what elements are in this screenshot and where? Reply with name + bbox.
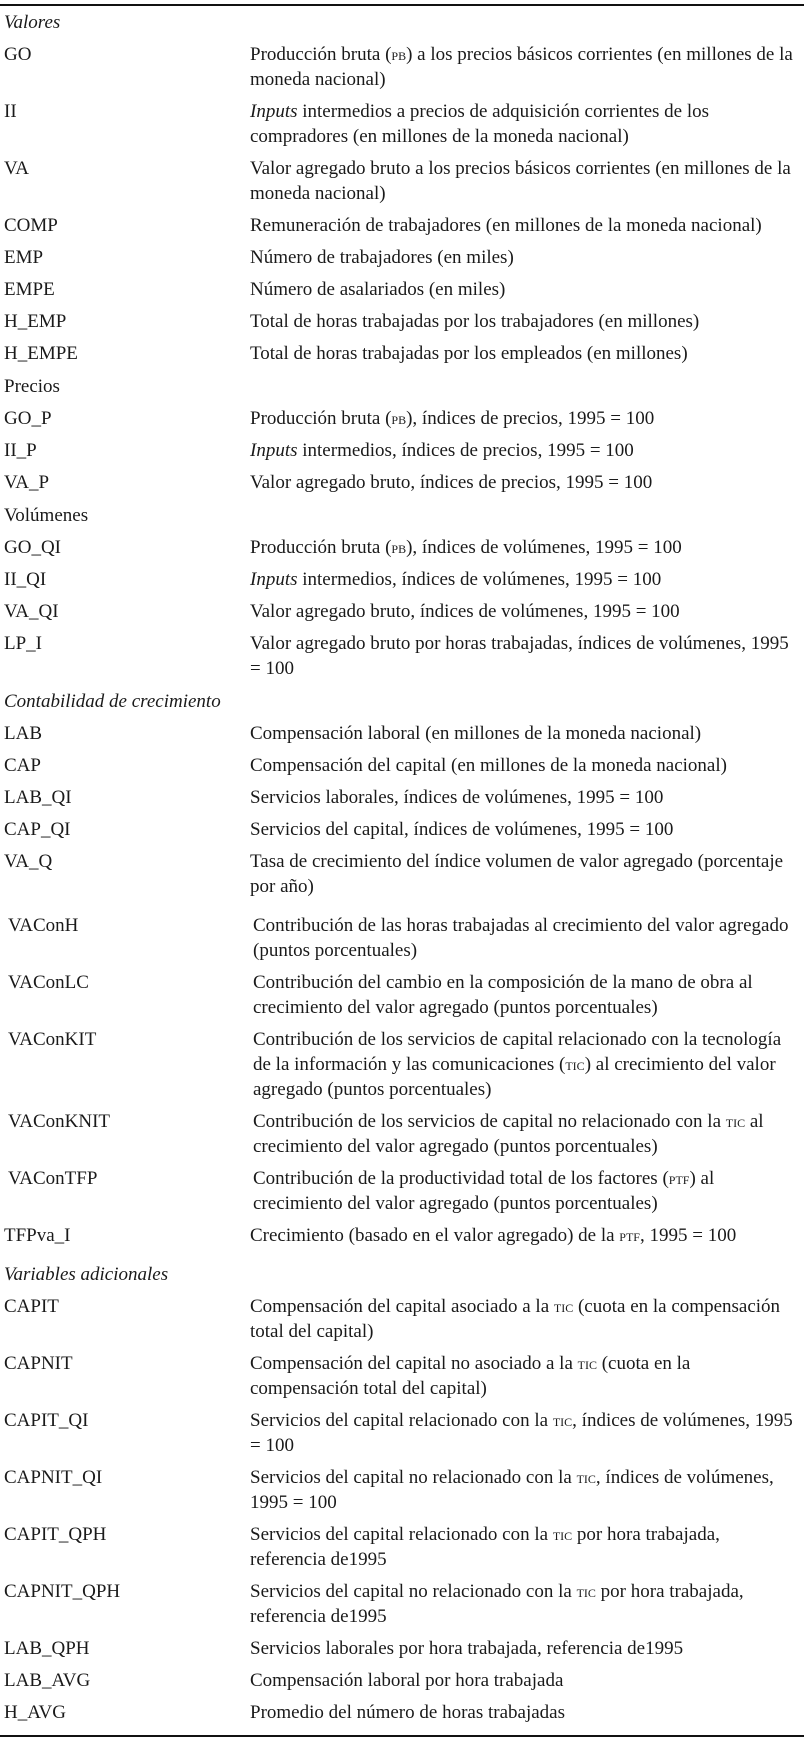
table-row [0, 1106, 804, 1163]
table-row [0, 903, 804, 967]
variable-code: H_AVG [4, 1702, 66, 1723]
table-row [0, 242, 804, 274]
variable-description: Compensación del capital asociado a la tic (cuota en la compensación total del capital) [250, 1296, 781, 1342]
section-label: Precios [4, 376, 60, 397]
variable-description: Inputs intermedios, índices de precios, 1995 = 100 [250, 440, 634, 461]
variable-code: II_P [4, 440, 37, 461]
table-row [0, 1405, 804, 1462]
variable-description: Servicios del capital no relacionado con la tic, índices de volúmenes, 1995 = 100 [250, 1467, 774, 1513]
variable-code: CAPNIT [4, 1353, 73, 1374]
variable-code: VA_Q [4, 851, 53, 872]
section-header-valores [0, 6, 804, 39]
variable-description: Servicios del capital no relacionado con la tic por hora trabajada, referencia de1995 [250, 1581, 744, 1627]
variable-description: Compensación del capital no asociado a la tic (cuota en la compensación total del capital) [250, 1353, 691, 1399]
variable-code: LP_I [4, 633, 42, 654]
variable-code: LAB_QPH [4, 1638, 90, 1659]
variable-code: LAB [4, 723, 42, 744]
variable-description: Contribución de los servicios de capital no relacionado con la tic al crecimiento del valor agregado (puntos porcentuales) [253, 1111, 764, 1157]
variable-code: CAPIT_QPH [4, 1524, 107, 1545]
variable-code: CAP_QI [4, 819, 71, 840]
variable-code: LAB_AVG [4, 1670, 91, 1691]
table-row [0, 1519, 804, 1576]
variable-description: Total de horas trabajadas por los empleados (en millones) [250, 343, 688, 364]
table-row [0, 1291, 804, 1348]
variable-description: Crecimiento (basado en el valor agregado) de la ptf, 1995 = 100 [250, 1225, 737, 1246]
variable-description: Contribución del cambio en la composición de la mano de obra al crecimiento del valor agregado (puntos porcentuales) [253, 972, 753, 1018]
table-row [0, 782, 804, 814]
variable-description: Valor agregado bruto a los precios básicos corrientes (en millones de la moneda nacional) [250, 158, 791, 204]
variable-code: CAPNIT_QI [4, 1467, 103, 1488]
section-header-contabilidad-de-crecimiento [0, 685, 804, 718]
table-row [0, 1576, 804, 1633]
table-row [0, 596, 804, 628]
table-row [0, 403, 804, 435]
table-row [0, 718, 804, 750]
variable-code: GO_P [4, 408, 52, 429]
variable-description: Producción bruta (pb) a los precios básicos corrientes (en millones de la moneda nacional) [250, 44, 793, 90]
table-row [0, 750, 804, 782]
variable-description: Servicios del capital, índices de volúmenes, 1995 = 100 [250, 819, 674, 840]
variable-description: Contribución de los servicios de capital relacionado con la tecnología de la información y las comunicaciones (tic) al crecimiento del valor agregado (puntos porcentuales) [253, 1029, 782, 1100]
variable-description: Servicios del capital relacionado con la tic, índices de volúmenes, 1995 = 100 [250, 1410, 793, 1456]
table-row [0, 467, 804, 499]
variable-description: Compensación laboral por hora trabajada [250, 1670, 564, 1691]
table-row [0, 814, 804, 846]
section-header-precios [0, 370, 804, 403]
variable-description: Contribución de las horas trabajadas al crecimiento del valor agregado (puntos porcentuales) [253, 915, 789, 961]
table-row [0, 1462, 804, 1519]
variable-description: Inputs intermedios, índices de volúmenes, 1995 = 100 [250, 569, 662, 590]
table-row [0, 96, 804, 153]
variable-description: Producción bruta (pb), índices de volúmenes, 1995 = 100 [250, 537, 682, 558]
variable-description: Valor agregado bruto, índices de volúmenes, 1995 = 100 [250, 601, 680, 622]
table-row [0, 1220, 804, 1252]
variable-description: Contribución de la productividad total de los factores (ptf) al crecimiento del valor agregado (puntos porcentuales) [253, 1168, 715, 1214]
variable-description: Inputs intermedios a precios de adquisición corrientes de los compradores (en millones de la moneda nacional) [250, 101, 710, 147]
variable-code: GO [4, 44, 32, 65]
variable-code: VAConH [8, 915, 79, 936]
variable-description: Tasa de crecimiento del índice volumen de valor agregado (porcentaje por año) [250, 851, 784, 897]
variable-code: H_EMP [4, 311, 67, 332]
table-row [0, 274, 804, 306]
table-row [0, 967, 804, 1024]
variable-code: CAPIT [4, 1296, 59, 1317]
variable-code: II [4, 101, 17, 122]
variable-code: II_QI [4, 569, 47, 590]
variable-code: VAConKNIT [8, 1111, 111, 1132]
variable-code: VAConKIT [8, 1029, 97, 1050]
table-row [0, 435, 804, 467]
section-header-variables-adicionales [0, 1252, 804, 1291]
bottom-rule [0, 1735, 804, 1737]
variable-description: Servicios laborales por hora trabajada, referencia de1995 [250, 1638, 684, 1659]
table-row [0, 846, 804, 903]
section-header-volumenes [0, 499, 804, 532]
variable-description: Remuneración de trabajadores (en millones de la moneda nacional) [250, 215, 762, 236]
section-label: Variables adicionales [4, 1264, 169, 1285]
section-label: Volúmenes [4, 505, 89, 526]
variable-description: Compensación del capital (en millones de la moneda nacional) [250, 755, 727, 776]
table-row [0, 1348, 804, 1405]
variable-description: Número de asalariados (en miles) [250, 279, 506, 300]
table-row [0, 338, 804, 370]
variable-description: Promedio del número de horas trabajadas [250, 1702, 565, 1723]
table-row [0, 1633, 804, 1665]
table-row [0, 1697, 804, 1729]
table-row [0, 153, 804, 210]
variable-description: Número de trabajadores (en miles) [250, 247, 514, 268]
variable-code: VA_QI [4, 601, 59, 622]
table-row [0, 628, 804, 685]
table-row [0, 564, 804, 596]
table-row [0, 210, 804, 242]
variable-description: Producción bruta (pb), índices de precios, 1995 = 100 [250, 408, 655, 429]
variable-code: VAConLC [8, 972, 89, 993]
variable-code: VAConTFP [8, 1168, 98, 1189]
variable-description: Total de horas trabajadas por los trabajadores (en millones) [250, 311, 700, 332]
variable-description: Servicios del capital relacionado con la tic por hora trabajada, referencia de1995 [250, 1524, 720, 1570]
variable-description: Servicios laborales, índices de volúmenes, 1995 = 100 [250, 787, 664, 808]
variable-code: VA [4, 158, 29, 179]
table-row [0, 532, 804, 564]
variable-code: H_EMPE [4, 343, 78, 364]
variable-code: CAPNIT_QPH [4, 1581, 121, 1602]
variable-code: VA_P [4, 472, 50, 493]
table-row [0, 1024, 804, 1106]
variable-code: LAB_QI [4, 787, 72, 808]
section-label: Valores [4, 12, 61, 33]
variable-code: TFPva_I [4, 1225, 71, 1246]
variable-description: Compensación laboral (en millones de la moneda nacional) [250, 723, 702, 744]
variable-description: Valor agregado bruto, índices de precios, 1995 = 100 [250, 472, 653, 493]
variable-description: Valor agregado bruto por horas trabajadas, índices de volúmenes, 1995 = 100 [250, 633, 789, 679]
table-row [0, 1665, 804, 1697]
variable-code: COMP [4, 215, 58, 236]
variable-code: CAPIT_QI [4, 1410, 89, 1431]
section-label: Contabilidad de crecimiento [4, 691, 221, 712]
variable-code: EMPE [4, 279, 55, 300]
table-row [0, 39, 804, 96]
table-row [0, 306, 804, 338]
variable-code: GO_QI [4, 537, 61, 558]
variable-code: EMP [4, 247, 44, 268]
table-row [0, 1163, 804, 1220]
variable-code: CAP [4, 755, 41, 776]
